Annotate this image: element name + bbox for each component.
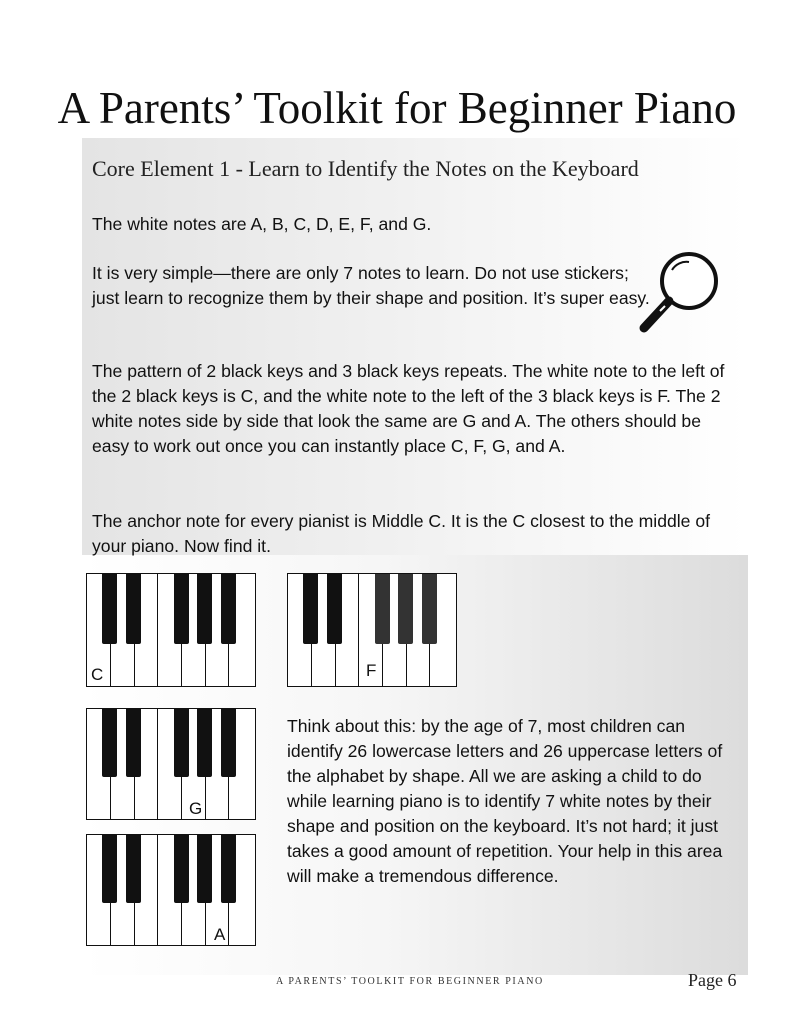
keyboard-c xyxy=(86,573,256,687)
pattern-paragraph: The pattern of 2 black keys and 3 black keys repeats. The white note to the left of the 2 black keys is C, and the white note to the left of the 3 black keys is F. The 2 white notes side by side that look the same are G and A. The others should be easy to work out once you can instantly place C, F, G, and A. xyxy=(92,361,725,456)
white-notes-paragraph: The white notes are A, B, C, D, E, F, and G. xyxy=(92,214,432,234)
note-label-a: A xyxy=(214,925,226,944)
top-shaded-band xyxy=(82,138,748,558)
magnifying-glass-icon xyxy=(632,248,732,338)
keyboard-g xyxy=(86,708,256,820)
think-paragraph: Think about this: by the age of 7, most children can identify 26 lowercase letters and 26 uppercase letters of the alphabet by shape. All we are asking a child to do while learning piano is to identify 7 white notes by their shape and position on the keyboard. It’s not hard; it just takes a good amount of repetition. Your help in this area will make a tremendous difference. xyxy=(287,716,723,886)
page-title: A Parents’ Toolkit for Beginner Piano xyxy=(57,83,737,133)
note-label-c: C xyxy=(91,665,104,684)
note-label-g: G xyxy=(189,799,203,818)
page-number: Page 6 xyxy=(688,970,737,990)
note-label-f: F xyxy=(366,661,377,680)
simple-paragraph: It is very simple—there are only 7 notes to learn. Do not use stickers; just learn to recognize them by their shape and position. It’s super easy. xyxy=(92,263,650,308)
running-footer-title: A PARENTS’ TOOLKIT FOR BEGINNER PIANO xyxy=(276,976,544,987)
anchor-paragraph: The anchor note for every pianist is Middle C. It is the C closest to the middle of your piano. Now find it. xyxy=(92,511,711,556)
section-heading: Core Element 1 - Learn to Identify the Notes on the Keyboard xyxy=(92,156,639,181)
keyboard-f xyxy=(287,573,457,687)
keyboard-a xyxy=(86,834,256,946)
